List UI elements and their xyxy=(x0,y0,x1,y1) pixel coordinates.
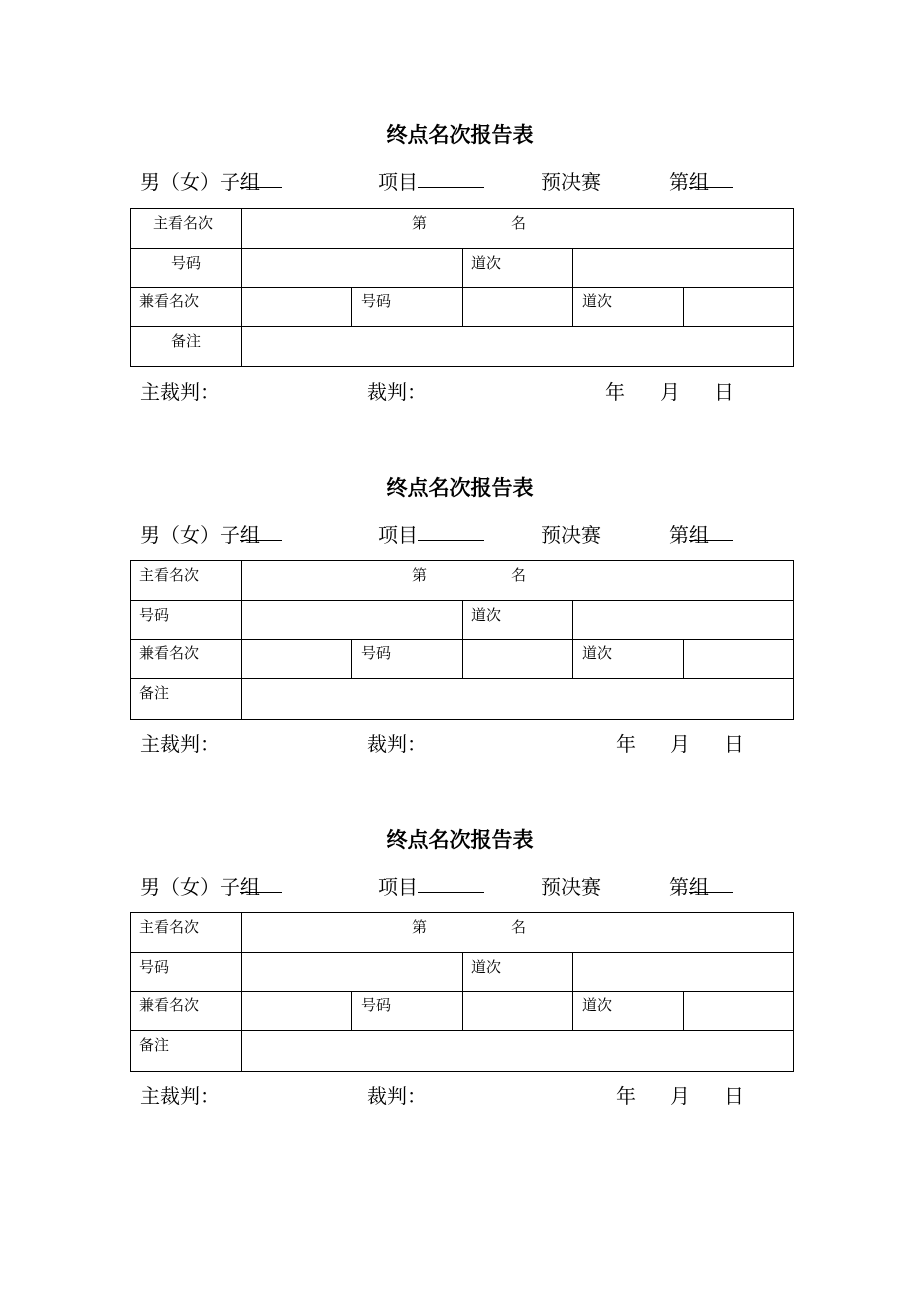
event-blank[interactable] xyxy=(418,872,484,893)
round-label: 预决赛 xyxy=(541,170,601,194)
form-header xyxy=(0,167,920,197)
result-table xyxy=(0,203,920,363)
day-label: 日 xyxy=(714,380,734,404)
result-table xyxy=(0,556,920,716)
sub-number-label: 号码 xyxy=(361,996,392,1014)
day-label: 日 xyxy=(724,732,744,756)
gender-group-field xyxy=(140,167,260,197)
group-blank[interactable] xyxy=(240,520,282,541)
year-label: 年 xyxy=(605,380,625,404)
event-label: 项目 xyxy=(378,875,418,899)
form-header xyxy=(0,520,920,550)
event-field xyxy=(378,872,418,902)
sub-place-label: 兼看名次 xyxy=(139,644,200,662)
sub-number-label: 号码 xyxy=(361,292,392,310)
event-blank[interactable] xyxy=(418,167,484,188)
year-label: 年 xyxy=(616,732,636,756)
form-title: 终点名次报告表 xyxy=(386,122,534,147)
month-label: 月 xyxy=(670,1084,690,1108)
remarks-label: 备注 xyxy=(171,332,202,350)
group-suffix: 组 xyxy=(240,875,260,899)
sub-lane-label: 道次 xyxy=(582,644,613,662)
place-prefix: 第 xyxy=(412,566,428,584)
form-header xyxy=(0,872,920,902)
heat-prefix: 第 xyxy=(669,170,689,194)
lane-label: 道次 xyxy=(471,606,502,624)
chief-judge-label: 主裁判： xyxy=(140,1084,220,1108)
report-form-1 xyxy=(0,121,920,421)
lane-label: 道次 xyxy=(471,254,502,272)
heat-suffix: 组 xyxy=(689,170,709,194)
sub-place-label: 兼看名次 xyxy=(139,996,200,1014)
heat-field xyxy=(669,167,709,197)
sub-place-label: 兼看名次 xyxy=(139,292,200,310)
remarks-label: 备注 xyxy=(139,684,170,702)
event-label: 项目 xyxy=(378,170,418,194)
event-label: 项目 xyxy=(378,523,418,547)
place-suffix: 名 xyxy=(511,918,527,936)
judge-label: 裁判： xyxy=(367,1084,427,1108)
heat-prefix: 第 xyxy=(669,523,689,547)
report-form-2 xyxy=(0,474,920,774)
sub-lane-label: 道次 xyxy=(582,996,613,1014)
heat-blank[interactable] xyxy=(689,872,733,893)
form-footer xyxy=(0,1081,920,1111)
gender-group-label: 男（女）子 xyxy=(140,170,240,194)
place-suffix: 名 xyxy=(511,214,527,232)
judge-label: 裁判： xyxy=(367,380,427,404)
heat-field xyxy=(669,872,709,902)
chief-judge-label: 主裁判： xyxy=(140,380,220,404)
round-label: 预决赛 xyxy=(541,875,601,899)
heat-blank[interactable] xyxy=(689,520,733,541)
month-label: 月 xyxy=(670,732,690,756)
number-label: 号码 xyxy=(139,606,170,624)
heat-suffix: 组 xyxy=(689,875,709,899)
event-blank[interactable] xyxy=(418,520,484,541)
event-field xyxy=(378,520,418,550)
group-suffix: 组 xyxy=(240,170,260,194)
month-label: 月 xyxy=(660,380,680,404)
group-blank[interactable] xyxy=(240,167,282,188)
place-prefix: 第 xyxy=(412,214,428,232)
form-title: 终点名次报告表 xyxy=(386,475,534,500)
event-field xyxy=(378,167,418,197)
year-label: 年 xyxy=(616,1084,636,1108)
remarks-label: 备注 xyxy=(139,1036,170,1054)
place-prefix: 第 xyxy=(412,918,428,936)
main-place-label: 主看名次 xyxy=(139,566,200,584)
result-table xyxy=(0,908,920,1068)
day-label: 日 xyxy=(724,1084,744,1108)
report-form-3 xyxy=(0,826,920,1126)
form-footer xyxy=(0,729,920,759)
sub-number-label: 号码 xyxy=(361,644,392,662)
gender-group-field xyxy=(140,520,260,550)
number-label: 号码 xyxy=(139,958,170,976)
number-label: 号码 xyxy=(171,254,202,272)
heat-suffix: 组 xyxy=(689,523,709,547)
sub-lane-label: 道次 xyxy=(582,292,613,310)
lane-label: 道次 xyxy=(471,958,502,976)
form-footer xyxy=(0,377,920,407)
gender-group-field xyxy=(140,872,260,902)
heat-blank[interactable] xyxy=(689,167,733,188)
group-blank[interactable] xyxy=(240,872,282,893)
judge-label: 裁判： xyxy=(367,732,427,756)
heat-prefix: 第 xyxy=(669,875,689,899)
gender-group-label: 男（女）子 xyxy=(140,875,240,899)
main-place-label: 主看名次 xyxy=(139,918,200,936)
gender-group-label: 男（女）子 xyxy=(140,523,240,547)
place-suffix: 名 xyxy=(511,566,527,584)
form-title: 终点名次报告表 xyxy=(386,827,534,852)
heat-field xyxy=(669,520,709,550)
main-place-label: 主看名次 xyxy=(153,214,214,232)
group-suffix: 组 xyxy=(240,523,260,547)
round-label: 预决赛 xyxy=(541,523,601,547)
chief-judge-label: 主裁判： xyxy=(140,732,220,756)
